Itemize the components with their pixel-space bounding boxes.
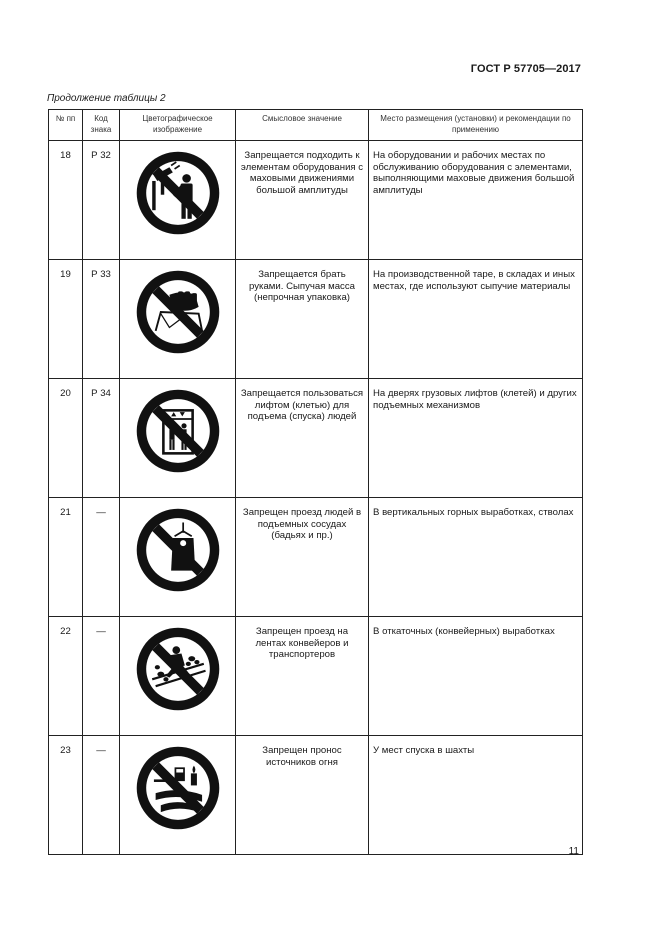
sign-placement: В откаточных (конвейерных) выработках [369,617,583,736]
no-touching-moving-parts-sign-icon [135,150,221,236]
no-riding-on-conveyor-sign-icon [135,626,221,712]
sign-placement: На оборудовании и рабочих местах по обслуживанию оборудования с элементами, выполняющими маховые движения большой амплитуды [369,141,583,260]
table-row [49,498,583,617]
row-number: 20 [49,379,83,498]
sign-placement: На производственной таре, в складах и иных местах, где используют сыпучие материалы [369,260,583,379]
table-row [49,736,583,855]
row-number: 18 [49,141,83,260]
row-number: 21 [49,498,83,617]
sign-code: — [83,617,120,736]
sign-placement: В вертикальных горных выработках, стволах [369,498,583,617]
no-fire-sources-sign-icon [135,745,221,831]
header-meaning: Смысловое значение [236,110,369,141]
no-hand-grabbing-sign-icon [135,269,221,355]
table-row [49,617,583,736]
header-code: Код знака [83,110,120,141]
row-number: 22 [49,617,83,736]
no-riding-in-bucket-sign-icon [135,507,221,593]
table-row [49,141,583,260]
table-caption: Продолжение таблицы 2 [47,93,166,104]
signs-table [48,109,583,855]
table-header-row [49,110,583,141]
no-people-in-lift-sign-icon [135,388,221,474]
sign-meaning: Запрещается пользоваться лифтом (клетью) для подъема (спуска) людей [236,379,369,498]
sign-code: Р 34 [83,379,120,498]
sign-placement: У мест спуска в шахты [369,736,583,855]
sign-meaning: Запрещается брать руками. Сыпучая масса (непрочная упаковка) [236,260,369,379]
header-num: № пп [49,110,83,141]
sign-code: Р 32 [83,141,120,260]
standard-designation: ГОСТ Р 57705—2017 [470,63,581,75]
sign-code: Р 33 [83,260,120,379]
table-row [49,260,583,379]
sign-meaning: Запрещен проезд на лентах конвейеров и транспортеров [236,617,369,736]
page-number: 11 [568,846,579,857]
sign-code: — [83,498,120,617]
table-row [49,379,583,498]
sign-placement: На дверях грузовых лифтов (клетей) и других подъемных механизмов [369,379,583,498]
header-place: Место размещения (установки) и рекомендации по применению [369,110,583,141]
sign-meaning: Запрещен проезд людей в подъемных сосудах (бадьях и пр.) [236,498,369,617]
row-number: 19 [49,260,83,379]
row-number: 23 [49,736,83,855]
sign-meaning: Запрещен пронос источников огня [236,736,369,855]
sign-meaning: Запрещается подходить к элементам оборудования с маховыми движениями большой амплитуды [236,141,369,260]
sign-code: — [83,736,120,855]
header-image: Цветографическое изображение [120,110,236,141]
